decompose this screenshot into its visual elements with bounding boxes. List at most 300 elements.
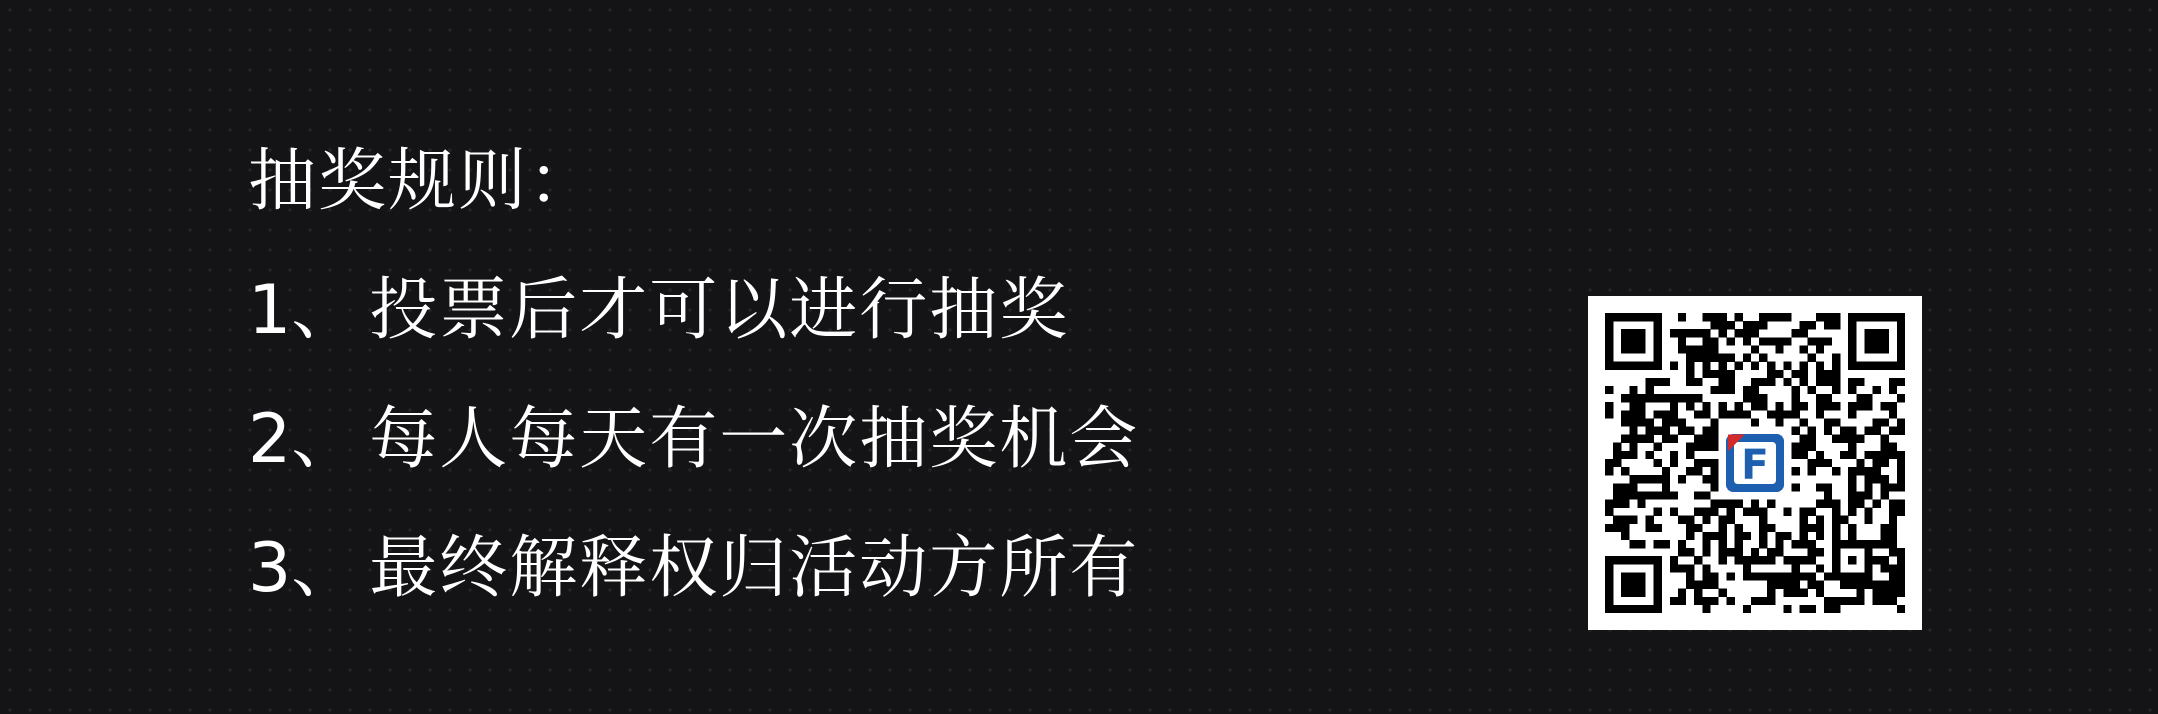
qr-module [1816,459,1824,467]
qr-module [1719,516,1727,524]
qr-module [1873,386,1881,394]
qr-module [1873,597,1881,605]
qr-module [1751,499,1759,507]
qr-module [1686,564,1694,572]
qr-module [1654,572,1662,580]
qr-module [1694,394,1702,402]
qr-module [1629,491,1637,499]
qr-module [1864,329,1872,337]
qr-module [1678,548,1686,556]
qr-module [1710,345,1718,353]
qr-module [1694,354,1702,362]
qr-module [1629,394,1637,402]
qr-module [1654,589,1662,597]
qr-module [1864,467,1872,475]
qr-module [1800,435,1808,443]
qr-module [1889,378,1897,386]
qr-module [1856,589,1864,597]
qr-module [1710,581,1718,589]
qr-module [1791,581,1799,589]
qr-module [1637,410,1645,418]
qr-module [1873,475,1881,483]
qr-module [1864,548,1872,556]
qr-module [1694,435,1702,443]
qr-module [1856,597,1864,605]
qr-module [1889,597,1897,605]
qr-module [1637,329,1645,337]
qr-module [1605,597,1613,605]
qr-module [1783,532,1791,540]
qr-module [1621,605,1629,613]
qr-module [1702,491,1710,499]
qr-module [1816,564,1824,572]
qr-module [1791,556,1799,564]
qr-module [1881,589,1889,597]
qr-module [1889,362,1897,370]
qr-module [1727,386,1735,394]
qr-module [1873,451,1881,459]
rule-separator: 、 [291,400,360,479]
qr-module [1710,467,1718,475]
qr-module [1881,313,1889,321]
qr-module [1629,427,1637,435]
qr-module [1646,605,1654,613]
qr-module [1702,345,1710,353]
qr-module [1678,589,1686,597]
qr-module [1824,459,1832,467]
qr-module [1605,362,1613,370]
qr-module [1751,402,1759,410]
qr-module [1654,410,1662,418]
qr-module [1637,313,1645,321]
qr-module [1743,354,1751,362]
qr-module [1881,459,1889,467]
qr-module [1848,410,1856,418]
qr-module [1832,386,1840,394]
qr-module [1897,362,1905,370]
qr-module [1751,572,1759,580]
qr-module [1873,540,1881,548]
qr-module [1654,508,1662,516]
qr-module [1873,589,1881,597]
qr-module [1791,589,1799,597]
qr-module [1791,394,1799,402]
qr-module [1759,354,1767,362]
qr-module [1832,362,1840,370]
qr-module [1637,402,1645,410]
qr-module [1678,475,1686,483]
qr-module [1605,499,1613,507]
qr-module [1727,337,1735,345]
qr-module [1686,532,1694,540]
qr-module [1702,362,1710,370]
qr-module [1613,483,1621,491]
qr-module [1848,313,1856,321]
qr-module [1646,556,1654,564]
qr-module [1800,418,1808,426]
qr-module [1824,597,1832,605]
qr-module [1848,337,1856,345]
qr-module [1897,605,1905,613]
qr-module [1824,394,1832,402]
qr-module [1702,572,1710,580]
qr-module [1856,402,1864,410]
qr-module [1783,337,1791,345]
qr-module [1873,345,1881,353]
qr-module [1889,427,1897,435]
qr-module [1646,427,1654,435]
qr-module [1629,386,1637,394]
qr-module [1710,386,1718,394]
qr-module [1710,475,1718,483]
qr-module [1605,508,1613,516]
qr-module [1767,556,1775,564]
qr-module [1824,483,1832,491]
qr-module [1710,435,1718,443]
qr-module [1646,451,1654,459]
qr-module [1670,435,1678,443]
qr-module [1670,564,1678,572]
qr-module [1808,354,1816,362]
qr-module [1621,362,1629,370]
qr-module [1702,516,1710,524]
qr-module [1832,378,1840,386]
qr-module [1848,597,1856,605]
qr-module [1897,459,1905,467]
qr-module [1816,378,1824,386]
qr-module [1816,313,1824,321]
qr-module [1662,418,1670,426]
qr-module [1783,589,1791,597]
qr-module [1889,589,1897,597]
qr-module [1759,394,1767,402]
qr-module [1864,402,1872,410]
qr-module [1637,581,1645,589]
qr-module [1808,556,1816,564]
qr-module [1808,467,1816,475]
qr-module [1751,345,1759,353]
qr-module [1719,524,1727,532]
qr-module [1824,605,1832,613]
qr-module [1824,427,1832,435]
qr-module [1832,467,1840,475]
qr-module [1881,483,1889,491]
qr-module [1605,572,1613,580]
qr-module [1808,459,1816,467]
qr-module [1889,524,1897,532]
qr-module [1629,345,1637,353]
qr-module [1816,532,1824,540]
qr-module [1702,475,1710,483]
qr-module [1800,532,1808,540]
qr-module [1775,548,1783,556]
qr-module [1662,467,1670,475]
qr-module [1621,451,1629,459]
qr-module [1694,467,1702,475]
qr-module [1719,313,1727,321]
qr-module [1621,394,1629,402]
qr-module [1783,410,1791,418]
qr-module [1702,532,1710,540]
qr-module [1840,516,1848,524]
qr-module [1646,475,1654,483]
qr-module [1783,313,1791,321]
qr-module [1646,516,1654,524]
qr-module [1800,329,1808,337]
qr-module [1881,532,1889,540]
qr-module [1848,467,1856,475]
qr-module [1767,589,1775,597]
qr-module [1800,572,1808,580]
qr-module [1864,516,1872,524]
qr-module [1629,483,1637,491]
qr-module [1897,499,1905,507]
qr-module [1832,524,1840,532]
qr-module [1613,313,1621,321]
qr-module [1800,345,1808,353]
qr-module [1759,524,1767,532]
qr-module [1791,572,1799,580]
rule-number: 2 [248,400,292,479]
qr-module [1848,378,1856,386]
logo-letter: F [1741,440,1769,489]
rule-item [248,529,1140,608]
qr-module [1702,508,1710,516]
qr-module [1816,516,1824,524]
qr-module [1743,564,1751,572]
qr-module [1735,402,1743,410]
qr-module [1670,459,1678,467]
qr-module [1832,572,1840,580]
qr-module [1759,556,1767,564]
qr-module [1848,532,1856,540]
qr-module [1824,313,1832,321]
qr-module [1662,410,1670,418]
qr-module [1702,337,1710,345]
qr-module [1710,427,1718,435]
qr-module [1816,451,1824,459]
qr-module [1621,435,1629,443]
qr-module [1694,491,1702,499]
qr-module [1751,508,1759,516]
qr-module [1856,362,1864,370]
qr-module [1889,548,1897,556]
qr-module [1637,435,1645,443]
qr-module [1759,313,1767,321]
qr-module [1629,410,1637,418]
qr-module [1621,491,1629,499]
qr-module [1727,354,1735,362]
qr-module [1873,499,1881,507]
qr-module [1694,345,1702,353]
qr-module [1678,597,1686,605]
qr-module [1881,556,1889,564]
qr-module [1783,556,1791,564]
qr-module [1702,540,1710,548]
qr-module [1621,345,1629,353]
qr-module [1848,354,1856,362]
qr-module [1856,572,1864,580]
qr-module [1735,329,1743,337]
qr-module [1686,362,1694,370]
qr-module [1816,394,1824,402]
qr-module [1621,418,1629,426]
qr-module [1800,443,1808,451]
qr-module [1808,435,1816,443]
qr-module [1629,589,1637,597]
qr-module [1824,402,1832,410]
qr-module [1889,313,1897,321]
qr-module [1873,418,1881,426]
qr-module [1848,475,1856,483]
qr-module [1824,499,1832,507]
qr-module [1848,386,1856,394]
qr-module [1897,418,1905,426]
qr-module [1719,548,1727,556]
qr-module [1613,499,1621,507]
qr-module [1791,386,1799,394]
qr-module [1694,410,1702,418]
qr-module [1832,418,1840,426]
qr-module [1759,516,1767,524]
qr-module [1832,321,1840,329]
qr-module [1710,572,1718,580]
rule-item [248,271,1139,350]
qr-module [1719,410,1727,418]
qr-module [1767,362,1775,370]
qr-module [1613,451,1621,459]
qr-module [1678,394,1686,402]
qr-module [1889,540,1897,548]
qr-module [1864,483,1872,491]
qr-module [1686,516,1694,524]
qr-module [1629,362,1637,370]
qr-module [1889,564,1897,572]
qr-module [1613,443,1621,451]
qr-module [1654,345,1662,353]
qr-module [1702,410,1710,418]
qr-module [1800,402,1808,410]
qr-module [1881,597,1889,605]
qr-module [1702,427,1710,435]
qr-module [1767,378,1775,386]
qr-module [1670,508,1678,516]
qr-module [1897,572,1905,580]
qr-module [1800,362,1808,370]
qr-module [1702,313,1710,321]
qr-module [1848,427,1856,435]
qr-module [1759,378,1767,386]
qr-module [1848,443,1856,451]
qr-module [1759,321,1767,329]
rule-separator: 、 [291,271,360,350]
qr-module [1800,508,1808,516]
qr-module [1864,540,1872,548]
qr-module [1791,483,1799,491]
qr-module [1864,427,1872,435]
qr-module [1864,362,1872,370]
qr-module [1637,605,1645,613]
qr-module [1856,435,1864,443]
qr-module [1637,499,1645,507]
qr-module [1816,345,1824,353]
qr-module [1848,556,1856,564]
qr-module [1727,572,1735,580]
qr-module [1881,402,1889,410]
qr-module [1654,597,1662,605]
rule-text: 每人每天有一次抽奖机会 [369,400,1140,479]
qr-module [1605,337,1613,345]
qr-code [1588,296,1922,630]
qr-module [1605,589,1613,597]
qr-module [1848,572,1856,580]
qr-module [1881,345,1889,353]
qr-module [1751,548,1759,556]
qr-module [1881,435,1889,443]
qr-module [1775,581,1783,589]
qr-module [1897,589,1905,597]
qr-module [1873,362,1881,370]
qr-module [1654,605,1662,613]
qr-module [1719,540,1727,548]
qr-module [1686,370,1694,378]
qr-module [1897,345,1905,353]
qr-module [1759,597,1767,605]
qr-module [1897,354,1905,362]
qr-module [1678,418,1686,426]
qr-module [1702,605,1710,613]
qr-module [1719,370,1727,378]
qr-module [1621,329,1629,337]
qr-module [1637,589,1645,597]
qr-module [1646,418,1654,426]
qr-module [1719,321,1727,329]
qr-module [1670,451,1678,459]
qr-module [1719,589,1727,597]
qr-module [1743,410,1751,418]
qr-module [1694,524,1702,532]
qr-module [1605,467,1613,475]
qr-module [1848,435,1856,443]
qr-module [1767,597,1775,605]
qr-module [1816,402,1824,410]
qr-module [1686,329,1694,337]
qr-module [1686,451,1694,459]
qr-module [1702,581,1710,589]
qr-module [1775,572,1783,580]
qr-module [1605,581,1613,589]
qr-module [1800,524,1808,532]
qr-module [1856,467,1864,475]
qr-module [1629,337,1637,345]
qr-module [1637,362,1645,370]
qr-module [1629,556,1637,564]
qr-module [1881,329,1889,337]
qr-module [1897,321,1905,329]
qr-module [1816,499,1824,507]
qr-module [1702,443,1710,451]
qr-module [1897,483,1905,491]
qr-module [1873,329,1881,337]
qr-module [1840,435,1848,443]
qr-module [1629,313,1637,321]
qr-module [1800,589,1808,597]
qr-module [1735,410,1743,418]
qr-module [1864,475,1872,483]
qr-module [1621,483,1629,491]
qr-module [1848,402,1856,410]
qr-module [1710,508,1718,516]
